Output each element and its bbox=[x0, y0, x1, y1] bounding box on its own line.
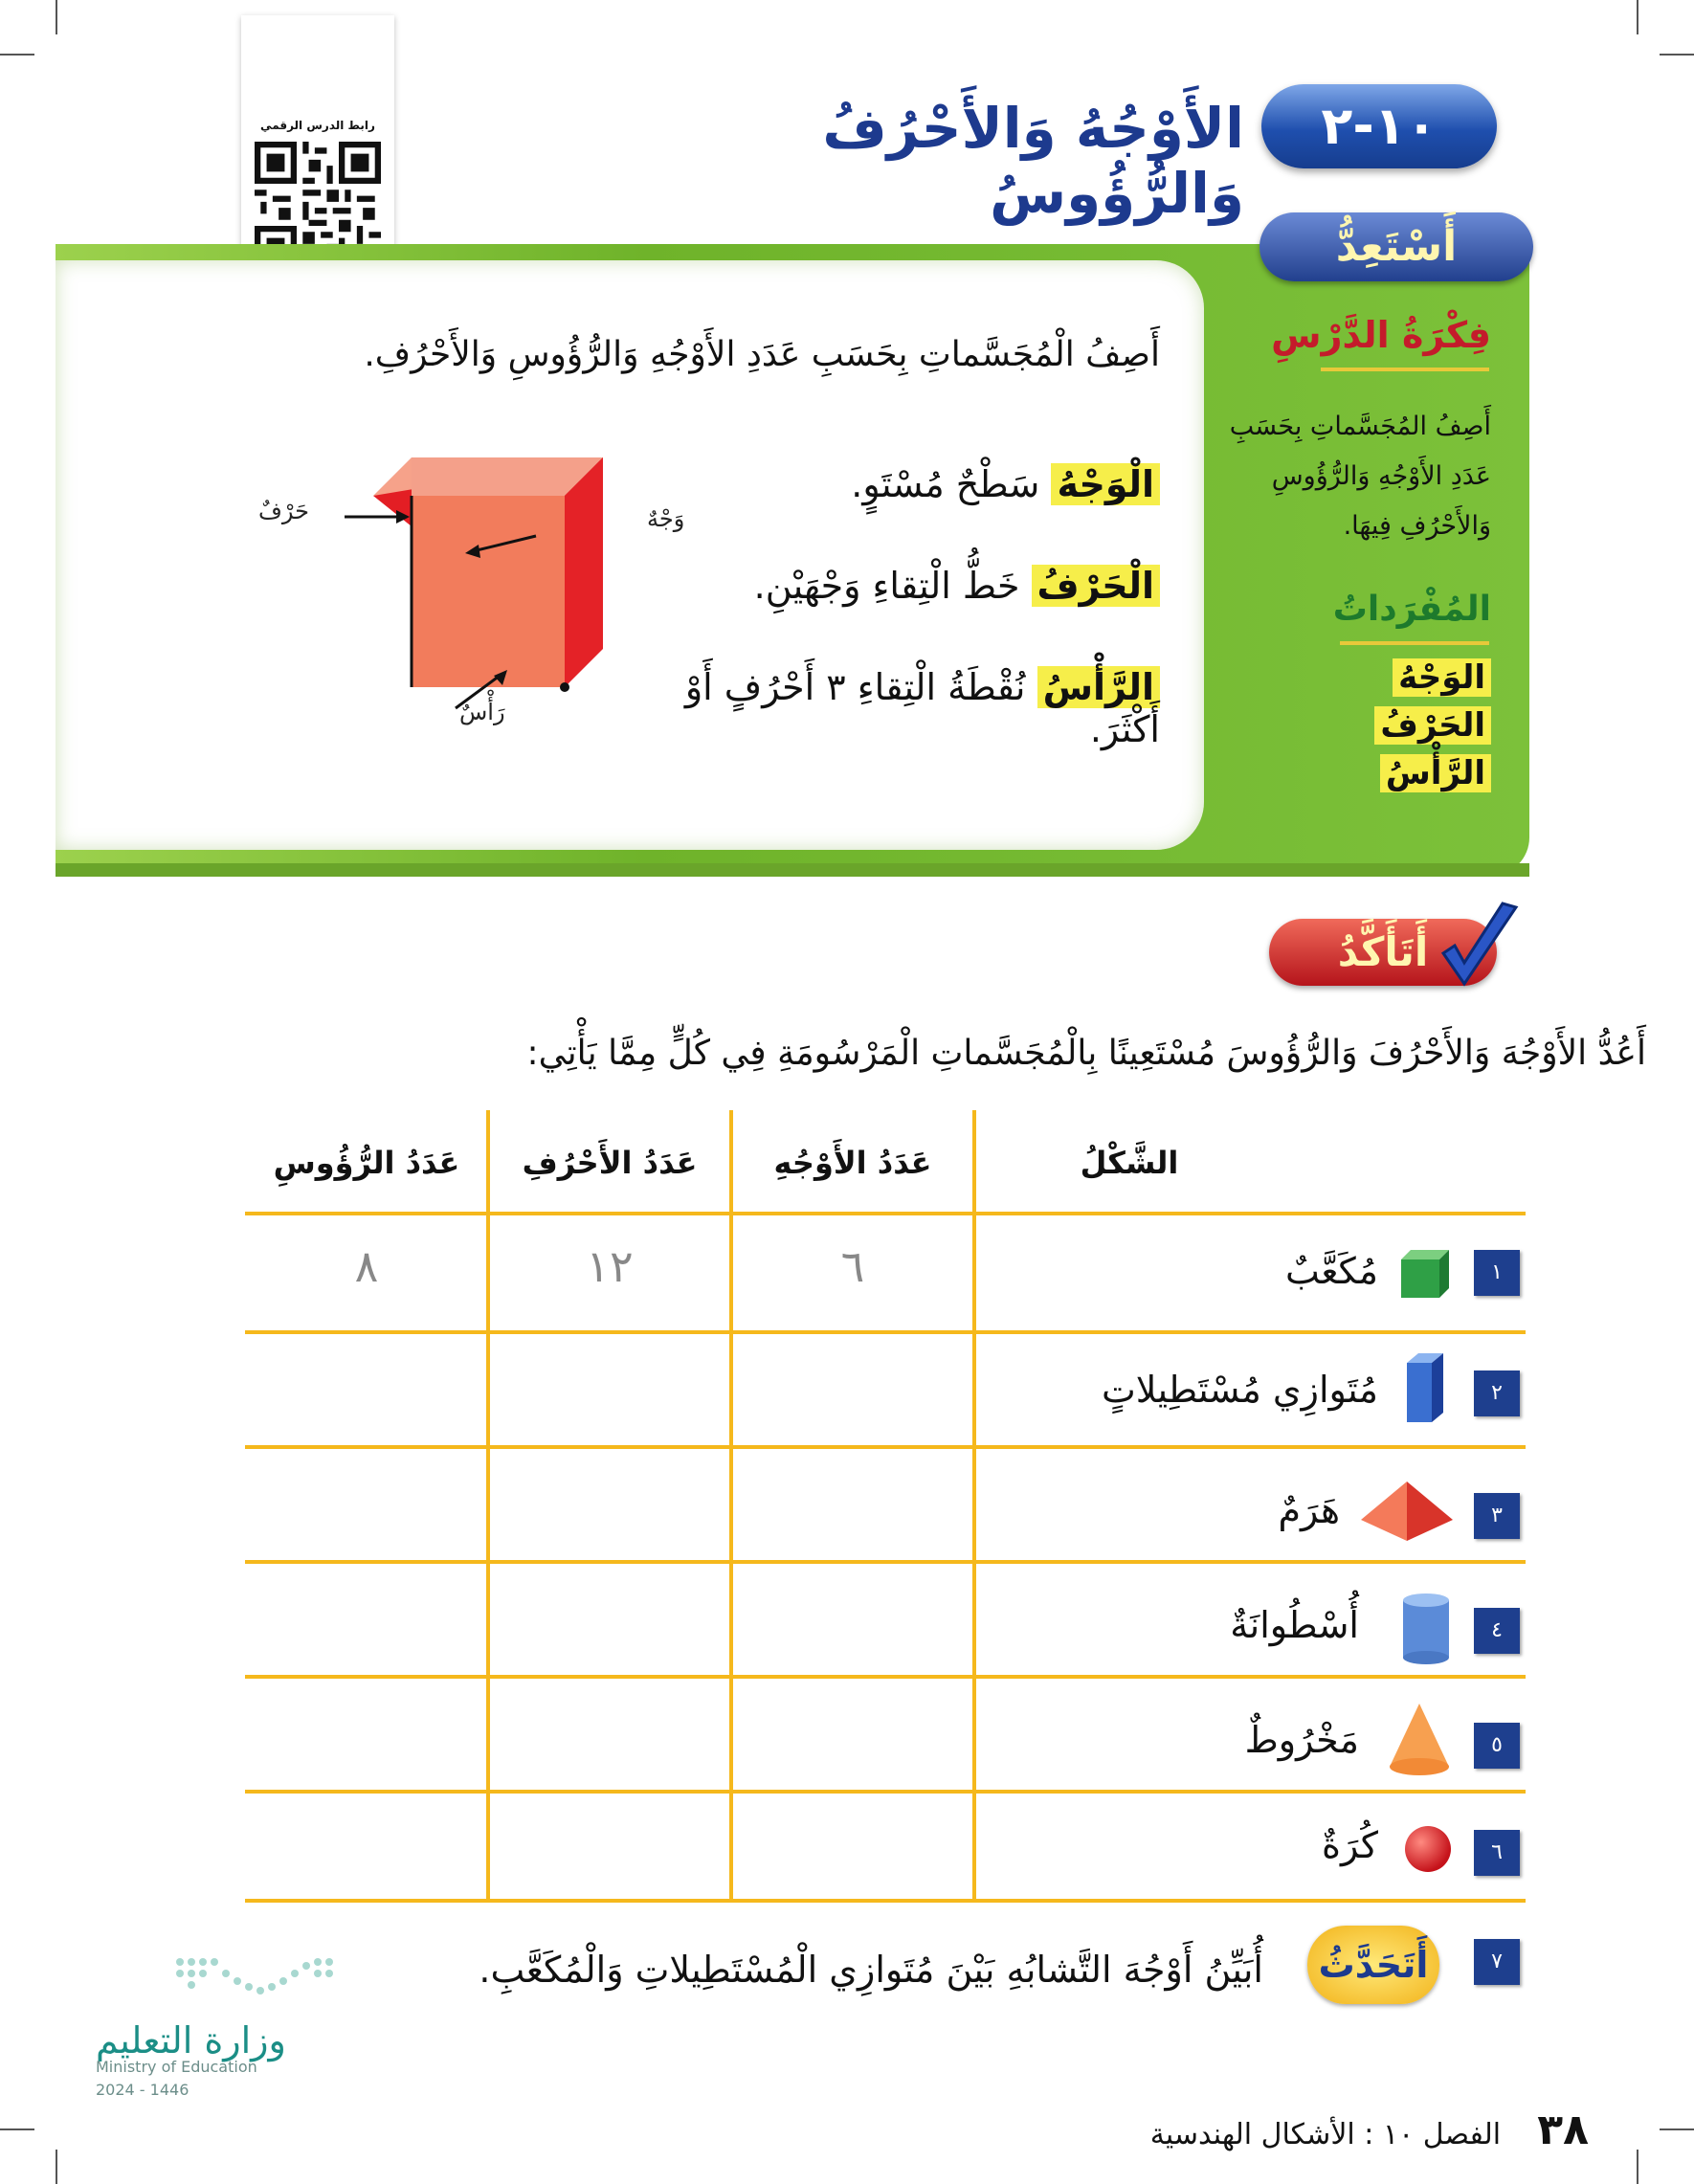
confirm-badge: أَتَأَكَّدُ bbox=[1269, 919, 1497, 986]
page-number: ٣٨ bbox=[1537, 2106, 1589, 2154]
definition-vertex bbox=[613, 666, 1160, 750]
vertices-value[interactable]: ٨ bbox=[354, 1240, 379, 1292]
term-face: الْوَجْهُ bbox=[1051, 463, 1160, 505]
pyramid-icon bbox=[1357, 1478, 1457, 1545]
ministry-name-en: Ministry of Education bbox=[96, 2058, 257, 2076]
vocab-face: الوَجْهُ bbox=[1393, 658, 1491, 697]
lesson-idea-line: عَدَدِ الأَوْجُهِ وَالرُّؤُوسِ bbox=[1271, 461, 1491, 491]
talk-badge: أَتَحَدَّثُ bbox=[1307, 1926, 1439, 2004]
talk-question: أُبَيِّنُ أَوْجُهَ التَّشابُهِ بَيْنَ مُتَوازِي الْمُسْتَطِيلاتِ وَالْمُكَعَّبِ. bbox=[479, 1949, 1263, 1991]
definition-text: سَطْحٌ مُسْتَوٍ. bbox=[851, 463, 1040, 505]
lesson-idea-line: أَصِفُ المُجَسَّماتِ بِحَسَبِ bbox=[1229, 412, 1491, 441]
cube-shape-icon bbox=[1395, 1244, 1453, 1302]
lesson-idea-line: وَالأَحْرُفِ فِيهَا. bbox=[1343, 511, 1491, 541]
crop-mark bbox=[1637, 2150, 1638, 2184]
ready-badge: أَسْتَعِدُّ bbox=[1259, 212, 1533, 281]
ministry-year: 2024 - 1446 bbox=[96, 2081, 189, 2099]
question-number: ٧ bbox=[1474, 1939, 1520, 1985]
cube-label-vertex: رَأْسٌ bbox=[459, 699, 505, 725]
sphere-icon bbox=[1403, 1824, 1453, 1874]
cube-label-face: وَجْهٌ bbox=[647, 505, 685, 532]
crop-mark bbox=[1637, 0, 1638, 34]
lesson-idea-text bbox=[1215, 402, 1491, 551]
header-vertices: عَدَدُ الرُّؤُوسِ bbox=[273, 1145, 460, 1181]
term-edge: الْحَرْفُ bbox=[1032, 565, 1160, 607]
row-shape-name: أُسْطُوانَةٌ bbox=[1230, 1604, 1359, 1646]
vocab-edge: الحَرْفُ bbox=[1374, 706, 1491, 745]
crop-mark bbox=[56, 2150, 57, 2184]
vocabulary-heading: المُفْرَداتُ bbox=[1332, 590, 1491, 629]
ready-section-strip bbox=[56, 863, 1529, 877]
definition-text: خَطُّ الْتِقاءِ وَجْهَيْنِ. bbox=[753, 565, 1020, 607]
row-number: ٦ bbox=[1474, 1830, 1520, 1876]
row-shape-name: مَخْرُوطٌ bbox=[1244, 1719, 1359, 1761]
panel-intro: أَصِفُ الْمُجَسَّماتِ بِحَسَبِ عَدَدِ الأَوْجُهِ وَالرُّؤُوسِ وَالأَحْرُفِ. bbox=[364, 335, 1160, 374]
cube-diagram bbox=[230, 450, 632, 737]
heading-underline bbox=[1340, 641, 1489, 645]
header-edges: عَدَدُ الأَحْرُفِ bbox=[522, 1145, 698, 1181]
term-vertex: الرَّأْسُ bbox=[1037, 666, 1160, 708]
vocabulary-list bbox=[1359, 658, 1491, 792]
cube-vertex-dot bbox=[560, 682, 569, 692]
row-shape-name: مُتَوازِي مُسْتَطِيلاتٍ bbox=[1102, 1369, 1378, 1411]
heading-underline bbox=[1321, 368, 1489, 371]
lesson-idea-heading: فِكْرَةُ الدَّرْسِ bbox=[1271, 314, 1491, 356]
definition-edge bbox=[613, 565, 1160, 607]
cylinder-icon bbox=[1399, 1591, 1453, 1667]
row-shape-name: مُكَعَّبٌ bbox=[1285, 1250, 1378, 1292]
header-shape: الشَّكْلُ bbox=[1080, 1145, 1179, 1181]
row-number: ٥ bbox=[1474, 1723, 1520, 1769]
row-number: ٣ bbox=[1474, 1493, 1520, 1539]
definition-face bbox=[613, 463, 1160, 505]
ministry-logo-icon bbox=[170, 1952, 343, 2010]
row-number: ٤ bbox=[1474, 1608, 1520, 1654]
rectangular-prism-icon bbox=[1401, 1349, 1449, 1426]
row-number: ١ bbox=[1474, 1250, 1520, 1296]
crop-mark bbox=[0, 54, 34, 56]
page-footer bbox=[1053, 2106, 1589, 2154]
lesson-number-badge: ١٠-٢ bbox=[1261, 84, 1497, 168]
definition-text: نُقْطَةُ الْتِقاءِ ٣ أَحْرُفٍ أَوْ أَكْثَرَ. bbox=[684, 666, 1160, 750]
header-faces: عَدَدُ الأَوْجُهِ bbox=[773, 1145, 932, 1181]
exercise-instruction: أَعُدُّ الأَوْجُهَ وَالأَحْرُفَ وَالرُّؤُوسَ مُسْتَعِينًا بِالْمُجَسَّماتِ الْمَرْسُومَةِ فِي كُلٍّ مِمَّا يَأْتِي: bbox=[526, 1034, 1646, 1073]
cone-icon bbox=[1386, 1700, 1453, 1778]
crop-mark bbox=[1660, 2128, 1694, 2130]
crop-mark bbox=[0, 2128, 34, 2130]
chapter-title: الفصل ١٠ : الأشكال الهندسية bbox=[1149, 2118, 1502, 2151]
row-number: ٢ bbox=[1474, 1371, 1520, 1416]
lesson-title: الأَوْجُهُ وَالأَحْرُفُ وَالرُّؤُوسُ bbox=[822, 96, 1244, 226]
ministry-name-ar: وزارة التعليم bbox=[96, 2019, 286, 2061]
qr-title: رابط الدرس الرقمي bbox=[260, 119, 375, 132]
vocab-vertex: الرَّأْسُ bbox=[1380, 754, 1491, 792]
faces-value[interactable]: ٦ bbox=[840, 1240, 865, 1292]
row-shape-name: كُرَةٌ bbox=[1322, 1824, 1378, 1866]
checkmark-icon bbox=[1436, 900, 1522, 995]
crop-mark bbox=[1660, 54, 1694, 56]
crop-mark bbox=[56, 0, 57, 34]
row-shape-name: هَرَمٌ bbox=[1278, 1489, 1340, 1531]
edges-value[interactable]: ١٢ bbox=[586, 1240, 634, 1292]
cube-label-edge: حَرْفٌ bbox=[258, 498, 309, 524]
cube-front-face bbox=[412, 496, 565, 687]
